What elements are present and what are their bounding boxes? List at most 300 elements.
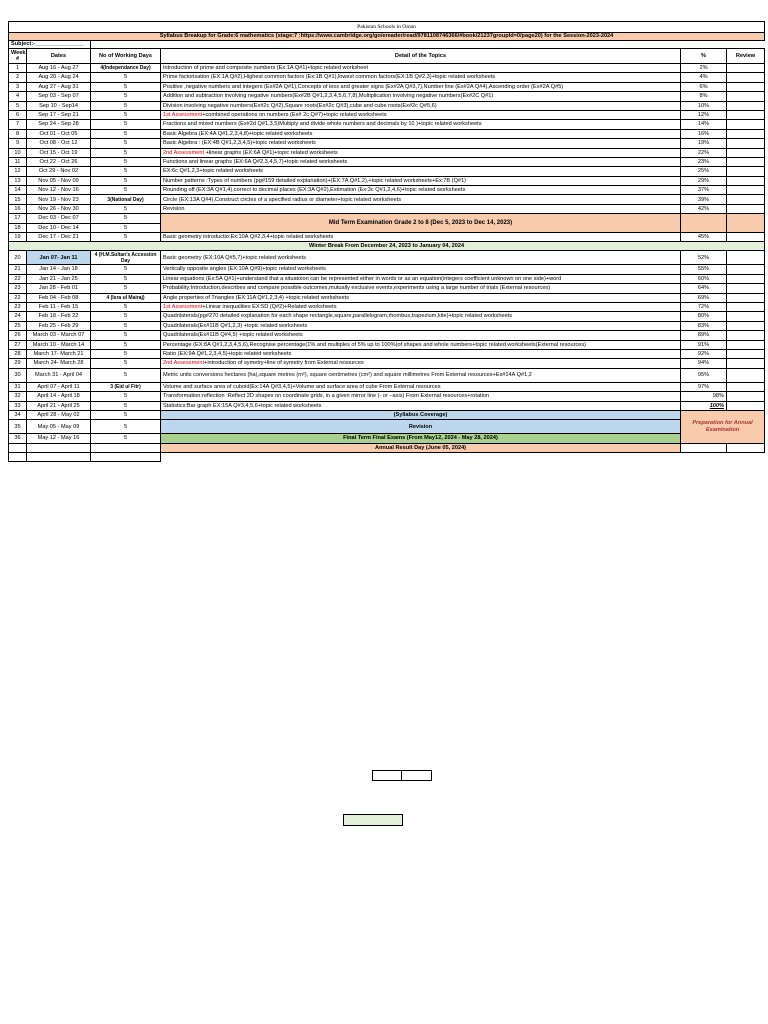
- table-row: [9, 359, 765, 368]
- topic-text: Statistics:Bar graph EX:15A Q#3,4,5,6+topic related worksheets: [163, 402, 322, 409]
- dates-cell: March 17- March 21: [27, 349, 91, 358]
- week-cell: 32: [9, 392, 27, 401]
- pct-cell: 16%: [681, 129, 727, 138]
- topic-cell: [161, 167, 681, 176]
- header-pct: %: [681, 49, 727, 64]
- review-cell: [727, 120, 765, 129]
- week-cell: 18: [9, 223, 27, 232]
- dates-cell: Jan 14 - Jan 18: [27, 265, 91, 274]
- week-cell: [9, 443, 27, 452]
- green-cell-box: [343, 814, 403, 826]
- syllabus-table: [8, 21, 765, 462]
- pct-cell: [681, 214, 727, 233]
- week-cell: 27: [9, 340, 27, 349]
- topic-text: Circle (EX:13A Q#4),Construct circles of a specified radius or diameter+topic related worksheets: [163, 196, 401, 203]
- days-cell: 5: [91, 340, 161, 349]
- dates-cell: Sep 03 - Sep 07: [27, 92, 91, 101]
- topic-cell: [161, 302, 681, 311]
- review-cell: [727, 82, 765, 91]
- topic-cell: [161, 368, 681, 382]
- topic-cell: [161, 382, 681, 391]
- review-cell: [727, 359, 765, 368]
- dates-cell: April 28 - May 02: [27, 410, 91, 419]
- days-cell: 5: [91, 167, 161, 176]
- pct-cell: 95%: [681, 368, 727, 382]
- topic-cell: [161, 64, 681, 73]
- topic-text: Number patterns :Types of numbers (pg#159 detailed explanation)+(EX:7A Q#1,2),+topic related worksheets+Ex:7B (Q#1): [163, 177, 467, 184]
- annual-result-row: [9, 443, 765, 452]
- topic-text: +Linear inequalities EX:5D (Q#2)+Related worksheets: [202, 304, 337, 311]
- review-cell: [727, 64, 765, 73]
- pct-cell: 55%: [681, 265, 727, 274]
- days-cell: 5: [91, 73, 161, 82]
- review-cell: [727, 312, 765, 321]
- empty-cell-box: [401, 770, 432, 781]
- pct-cell: [681, 443, 727, 452]
- winter-break-banner: Winter Break From December 24, 2023 to January 04, 2024: [9, 242, 765, 251]
- pct-cell: 60%: [681, 274, 727, 283]
- table-row: [9, 368, 765, 382]
- dates-cell: Aug 20 - Aug 24: [27, 73, 91, 82]
- pct-cell: 94%: [681, 359, 727, 368]
- days-cell: 5: [91, 148, 161, 157]
- topic-cell: [161, 284, 681, 293]
- table-row: [9, 321, 765, 330]
- days-cell: 5: [91, 392, 161, 401]
- topic-text: +linear graphs (EX:6A Q#1)+topic related worksheets: [204, 149, 338, 156]
- topic-text: Basic Algebra (EX:4A Q#1,2,3,4,8)+topic related worksheets: [163, 130, 313, 137]
- review-cell: [727, 401, 765, 410]
- dates-cell: April 21 - April 25: [27, 401, 91, 410]
- week-cell: 3: [9, 82, 27, 91]
- days-cell: 5: [91, 321, 161, 330]
- topic-cell: [161, 82, 681, 91]
- table-row: [9, 420, 765, 434]
- topic-cell: [161, 312, 681, 321]
- header-review: Review: [727, 49, 765, 64]
- days-cell: [91, 443, 161, 452]
- dates-cell: Nov 12 - Nov 16: [27, 186, 91, 195]
- topic-text: Rounding off (EX:3A Q#1,4),correct to decimal places (EX:3A Q#2),Estimation (Ex:3c Q#1,2,4,6)+topic related worksheets: [163, 187, 466, 194]
- empty-cell: [91, 453, 161, 462]
- table-row: [9, 110, 765, 119]
- topic-text: Prime factorisation (EX:1A Q#2),Highest common factors (Ex:1B Q#1),lowest common factors(EX:1B Q#2,3)+topic related worksheets: [163, 74, 496, 81]
- pct-cell: 14%: [681, 120, 727, 129]
- days-cell: 5: [91, 101, 161, 110]
- topic-cell: [161, 321, 681, 330]
- review-cell: [727, 233, 765, 242]
- days-cell: 5: [91, 204, 161, 213]
- syllabus-coverage-banner: (Syllabus Coverage): [161, 410, 681, 419]
- review-cell: [727, 195, 765, 204]
- topic-cell: [161, 110, 681, 119]
- pct-cell: 72%: [681, 302, 727, 311]
- sheet-title: Pakistan Schools in Oman: [9, 22, 765, 33]
- review-cell: [727, 157, 765, 166]
- revision-banner: Revision: [161, 420, 681, 434]
- table-row: [9, 410, 765, 419]
- topic-cell: [161, 274, 681, 283]
- pct-cell: 80%: [681, 312, 727, 321]
- topic-text: Basic geometry introductio:Ex:10A Q#2,3,4+topic related worksheets: [163, 234, 334, 241]
- empty-cell: [161, 453, 765, 462]
- assessment-label: 2nd Assessment: [163, 149, 205, 156]
- dates-cell: Aug 27 - Aug 31: [27, 82, 91, 91]
- dates-cell: Sep 17 - Sep 21: [27, 110, 91, 119]
- pct-cell: 12%: [681, 110, 727, 119]
- pct-cell: 8%: [681, 92, 727, 101]
- days-cell: 3 (Eid ul Fitr): [91, 382, 161, 391]
- sheet-subtitle: Syllabus Breakup for Grade:6 mathematics (stage:7 :https://www.cambridge.org/go/ereader/read/9781108746366/#book/21237groupId=0/page20) for the Session-2023-2024: [9, 33, 765, 41]
- topic-cell: [161, 251, 681, 265]
- dates-cell: April 14 - April 18: [27, 392, 91, 401]
- days-cell: 4(Independance Day): [91, 64, 161, 73]
- table-row: [9, 331, 765, 340]
- week-cell: 29: [9, 359, 27, 368]
- dates-cell: Dec 10 - Dec 14: [27, 223, 91, 232]
- dates-cell: Nov 26 - Nov 30: [27, 204, 91, 213]
- dates-cell: Oct 29 - Nov 02: [27, 167, 91, 176]
- week-cell: 1: [9, 64, 27, 73]
- topic-cell: [161, 73, 681, 82]
- dates-cell: Feb 04 - Feb 08: [27, 293, 91, 302]
- pct-cell: 89%: [681, 331, 727, 340]
- table-row: [9, 382, 765, 391]
- review-cell: [727, 110, 765, 119]
- pct-cell: 2%: [681, 64, 727, 73]
- topic-cell: [161, 195, 681, 204]
- pct-cell: 45%: [681, 233, 727, 242]
- week-cell: 35: [9, 420, 27, 434]
- preparation-note: Preparation for Annual Examination: [681, 410, 765, 443]
- table-row: [9, 302, 765, 311]
- review-cell: [727, 92, 765, 101]
- topic-text: Angle properties of Triangles (EX:11A Q#1,2,3,4) +topic related worksheets: [163, 294, 349, 301]
- dates-cell: April 07 - April 11: [27, 382, 91, 391]
- pct-cell: 98%: [681, 392, 727, 401]
- topic-cell: [161, 148, 681, 157]
- week-cell: 22: [9, 274, 27, 283]
- days-cell: 4 (Isra ul Mairaj): [91, 293, 161, 302]
- review-cell: [727, 139, 765, 148]
- table-row: [9, 284, 765, 293]
- days-cell: 5: [91, 223, 161, 232]
- dates-cell: Oct 08 - Oct 12: [27, 139, 91, 148]
- pct-cell: 10%: [681, 101, 727, 110]
- review-cell: [727, 368, 765, 382]
- topic-cell: [161, 359, 681, 368]
- dates-cell: Oct 01 - Oct 05: [27, 129, 91, 138]
- assessment-label: 2nd Assessment: [163, 360, 205, 367]
- review-cell: [727, 101, 765, 110]
- week-cell: 8: [9, 129, 27, 138]
- week-cell: 25: [9, 321, 27, 330]
- table-row: [9, 82, 765, 91]
- table-row: [9, 64, 765, 73]
- review-cell: [727, 382, 765, 391]
- table-row: [9, 195, 765, 204]
- table-row: [9, 167, 765, 176]
- table-row: [9, 73, 765, 82]
- topic-cell: [161, 331, 681, 340]
- review-cell: [727, 73, 765, 82]
- days-cell: 5: [91, 349, 161, 358]
- days-cell: 5: [91, 157, 161, 166]
- table-row: [9, 392, 765, 401]
- table-row: [9, 274, 765, 283]
- subject-label: Subject:-________________: [9, 41, 91, 49]
- dates-cell: Nov 05 - Nov 09: [27, 176, 91, 185]
- dates-cell: Oct 15 - Oct 19: [27, 148, 91, 157]
- topic-cell: [161, 392, 681, 401]
- pct-cell: 22%: [681, 148, 727, 157]
- week-cell: 30: [9, 368, 27, 382]
- topic-cell: [161, 265, 681, 274]
- review-cell: [727, 274, 765, 283]
- week-cell: 5: [9, 101, 27, 110]
- topic-cell: [161, 233, 681, 242]
- topic-cell: [161, 186, 681, 195]
- dates-cell: Feb 18 - Feb 22: [27, 312, 91, 321]
- review-cell: [727, 284, 765, 293]
- review-cell: [727, 167, 765, 176]
- dates-cell: Feb 25 - Feb 29: [27, 321, 91, 330]
- week-cell: 11: [9, 157, 27, 166]
- week-cell: 14: [9, 186, 27, 195]
- dates-cell: May 12 - May 16: [27, 434, 91, 443]
- header-topics: Detail of the Topics: [161, 49, 681, 64]
- table-row: [9, 401, 765, 410]
- empty-cell-box: [372, 770, 402, 781]
- topic-text: Positive ,negative numbers and integers (Ex#2A Q#1),Concepts of less and greater signs (Ex#2A Q#3,7),Number line (Ex#2A Q#4),Ascending order (Ex#2A Q#5): [163, 83, 564, 90]
- days-cell: 5: [91, 265, 161, 274]
- days-cell: 5: [91, 186, 161, 195]
- empty-row: [9, 453, 765, 462]
- table-row: [9, 251, 765, 265]
- table-row: [9, 92, 765, 101]
- days-cell: 4 (H.M.Sultan's Accession Day: [91, 251, 161, 265]
- final-exam-banner: Final Term Final Exams (From May12, 2024 - May 28, 2024): [161, 434, 681, 443]
- dates-cell: Dec 17 - Dec 21: [27, 233, 91, 242]
- review-cell: [727, 331, 765, 340]
- pct-cell: 29%: [681, 176, 727, 185]
- review-cell: [727, 302, 765, 311]
- week-cell: 24: [9, 312, 27, 321]
- days-cell: 5: [91, 233, 161, 242]
- review-cell: [727, 251, 765, 265]
- topic-text: Quadrilaterals(Ex#11B Q#1,2,3) +topic related worksheets: [163, 322, 308, 329]
- topic-text: Division involving negative numbers(Ex#2c Q#2),Square roots(Ex#2c Q#3),cube and cube roots(Ex#2c Q#5,6): [163, 102, 437, 109]
- week-cell: 19: [9, 233, 27, 242]
- week-cell: 33: [9, 401, 27, 410]
- week-cell: 7: [9, 120, 27, 129]
- pct-cell: 25%: [681, 167, 727, 176]
- days-cell: 5: [91, 420, 161, 434]
- table-row: [9, 139, 765, 148]
- topic-cell: [161, 401, 681, 410]
- header-days: No of Working Days: [91, 49, 161, 64]
- topic-cell: [161, 120, 681, 129]
- days-cell: 5: [91, 312, 161, 321]
- table-row: [9, 233, 765, 242]
- week-cell: 13: [9, 176, 27, 185]
- table-row: [9, 312, 765, 321]
- topic-text: Functions and linear graphs (EX:6A Q#2,3,4,5,7)+topic related worksheets: [163, 158, 348, 165]
- pct-cell: 91%: [681, 340, 727, 349]
- pct-cell: 92%: [681, 349, 727, 358]
- week-cell: 12: [9, 167, 27, 176]
- review-cell: [727, 129, 765, 138]
- header-week: Week #: [9, 49, 27, 64]
- topic-text: Metric units conversions hectares (ha),square metres (m²), square centimetres (cm²) and square millimetres From External resources+Ex#14A Q#1,2: [163, 372, 532, 379]
- topic-text: Transformation:reflection :Reflect 2D shapes on coordinate grids, in a given mirror line (- or –axis) From External resources+rotation: [163, 393, 490, 400]
- days-cell: 5: [91, 401, 161, 410]
- topic-cell: [161, 176, 681, 185]
- topic-text: Linear equations (Ex:5A Q#1)+understand that a situatoion can be represented either in words or as an equation(integers coefficient unknown on one side)+word: [163, 275, 562, 282]
- table-row: [9, 349, 765, 358]
- days-cell: 5: [91, 120, 161, 129]
- dates-cell: March 24- March 28: [27, 359, 91, 368]
- pct-cell: 23%: [681, 157, 727, 166]
- dates-cell: Nov 19 - Nov 23: [27, 195, 91, 204]
- pct-cell: 39%: [681, 195, 727, 204]
- pct-cell: 52%: [681, 251, 727, 265]
- table-row: [9, 176, 765, 185]
- topic-text: Introduction of prime and composite numbers (Ex:1A Q#1)+topic related worksheet: [163, 65, 369, 72]
- table-row: [9, 148, 765, 157]
- review-cell: [727, 148, 765, 157]
- days-cell: 5: [91, 359, 161, 368]
- dates-cell: May 05 - May 09: [27, 420, 91, 434]
- pct-cell: 69%: [681, 293, 727, 302]
- table-row: [9, 101, 765, 110]
- topic-cell: [161, 204, 681, 213]
- week-cell: 2: [9, 73, 27, 82]
- header-dates: Dates: [27, 49, 91, 64]
- table-row: [9, 120, 765, 129]
- dates-cell: Feb 11 - Feb 15: [27, 302, 91, 311]
- week-cell: 20: [9, 251, 27, 265]
- syllabus-sheet: [8, 21, 764, 462]
- table-row: [9, 204, 765, 213]
- topic-text: Vertically opposite angles (EX:10A Q#9)+topic related worksheets: [163, 266, 326, 273]
- dates-cell: Jan 07- Jan 11: [27, 251, 91, 265]
- assessment-label: 1st Assessment: [163, 112, 203, 118]
- pct-cell: 97%: [681, 382, 727, 391]
- days-cell: 5: [91, 302, 161, 311]
- week-cell: 31: [9, 382, 27, 391]
- dates-cell: Sep 10 - Sep14: [27, 101, 91, 110]
- dates-cell: Sep 24 - Sep 28: [27, 120, 91, 129]
- week-cell: 36: [9, 434, 27, 443]
- week-cell: 22: [9, 293, 27, 302]
- pct-cell: 42%: [681, 204, 727, 213]
- review-cell: [727, 443, 765, 452]
- week-cell: 15: [9, 195, 27, 204]
- dates-cell: Jan 28 - Feb 01: [27, 284, 91, 293]
- pct-cell: 4%: [681, 73, 727, 82]
- review-cell: [727, 340, 765, 349]
- topic-text: Addition and subtraction involving negative numbers(Ex#2B Q#1,2,3,4,5,6,7,8),Multiplication involving negative numbers(Ex#2C Q#1): [163, 93, 494, 100]
- review-cell: [727, 392, 765, 401]
- week-cell: 6: [9, 110, 27, 119]
- dates-cell: March 31 - April 04: [27, 368, 91, 382]
- pct-cell: 83%: [681, 321, 727, 330]
- days-cell: 5: [91, 274, 161, 283]
- topic-text: Quadrilaterals(pg#270 detailed explanation for each shape rectangle,square,parallelogram,rhombus,trapezium,kite)+topic related worksheets: [163, 313, 513, 320]
- table-row: [9, 434, 765, 443]
- week-cell: 16: [9, 204, 27, 213]
- week-cell: 9: [9, 139, 27, 148]
- review-cell: [727, 214, 765, 233]
- topic-text: Basic geometry (EX:10A Q#5,7)+topic related worksheets: [163, 254, 306, 261]
- dates-cell: Jan 21 - Jan 25: [27, 274, 91, 283]
- dates-cell: [27, 443, 91, 452]
- review-cell: [727, 176, 765, 185]
- days-cell: 5: [91, 110, 161, 119]
- topic-cell: [161, 349, 681, 358]
- topic-text: EX:6c Q#1,2,3+topic related worksheets: [163, 168, 263, 175]
- days-cell: 5: [91, 284, 161, 293]
- dates-cell: March 03 - March 07: [27, 331, 91, 340]
- topic-text: Revision: [163, 205, 185, 212]
- topic-text: Basic Algebra : (EX:4B Q#1,2,3,4,5)+topic related worksheets: [163, 140, 316, 147]
- pct-cell: 100%: [681, 401, 727, 410]
- topic-text: Percentage (EX:8A Q#1,2,3,4,5,6),Recognise percentage(1% and multiples of 5% up to 100%(of shapes and whole numbers+topic related worksheets(External resources): [163, 341, 587, 348]
- week-cell: 10: [9, 148, 27, 157]
- topic-cell: [161, 139, 681, 148]
- topic-cell: [161, 340, 681, 349]
- assessment-label: 1st Assessment: [163, 304, 203, 311]
- week-cell: 28: [9, 349, 27, 358]
- topic-text: Quadrilaterals(Ex#11B Q#4,5) +topic related worksheets: [163, 332, 303, 339]
- topic-text: +introduction of symetry+line of symetry from External resources: [204, 360, 364, 367]
- review-cell: [727, 321, 765, 330]
- table-row: [9, 129, 765, 138]
- table-row: [9, 214, 765, 223]
- table-row: [9, 186, 765, 195]
- week-cell: 17: [9, 214, 27, 223]
- topic-cell: [161, 129, 681, 138]
- topic-text: Probability:Introduction,describes and compare possible outcomes,mutually exclusive events,experiments using a large number of trials (External resources): [163, 285, 551, 292]
- topic-text: Fractions and mixed numbers (Ex#2d Q#1,3,5)Multiply and divide whole numbers and decimals by 10 )+topic related worksheets: [163, 121, 482, 128]
- pct-cell: 64%: [681, 284, 727, 293]
- dates-cell: Oct 22 - Oct 26: [27, 157, 91, 166]
- days-cell: 5: [91, 331, 161, 340]
- topic-cell: [161, 92, 681, 101]
- topic-cell: [161, 101, 681, 110]
- week-cell: 4: [9, 92, 27, 101]
- dates-cell: March 10 - March 14: [27, 340, 91, 349]
- review-cell: [727, 293, 765, 302]
- review-cell: [727, 204, 765, 213]
- review-cell: [727, 349, 765, 358]
- topic-cell: [161, 293, 681, 302]
- days-cell: 5: [91, 368, 161, 382]
- days-cell: 3(National Day): [91, 195, 161, 204]
- week-cell: 23: [9, 302, 27, 311]
- pct-cell: 6%: [681, 82, 727, 91]
- review-cell: [727, 186, 765, 195]
- review-cell: [727, 265, 765, 274]
- days-cell: 5: [91, 82, 161, 91]
- days-cell: 5: [91, 129, 161, 138]
- empty-cell: [9, 453, 27, 462]
- midterm-banner: Mid Term Examination Grade 2 to 8 (Dec 5, 2023 to Dec 14, 2023): [161, 214, 681, 233]
- week-cell: 21: [9, 265, 27, 274]
- week-cell: 23: [9, 284, 27, 293]
- days-cell: 5: [91, 410, 161, 419]
